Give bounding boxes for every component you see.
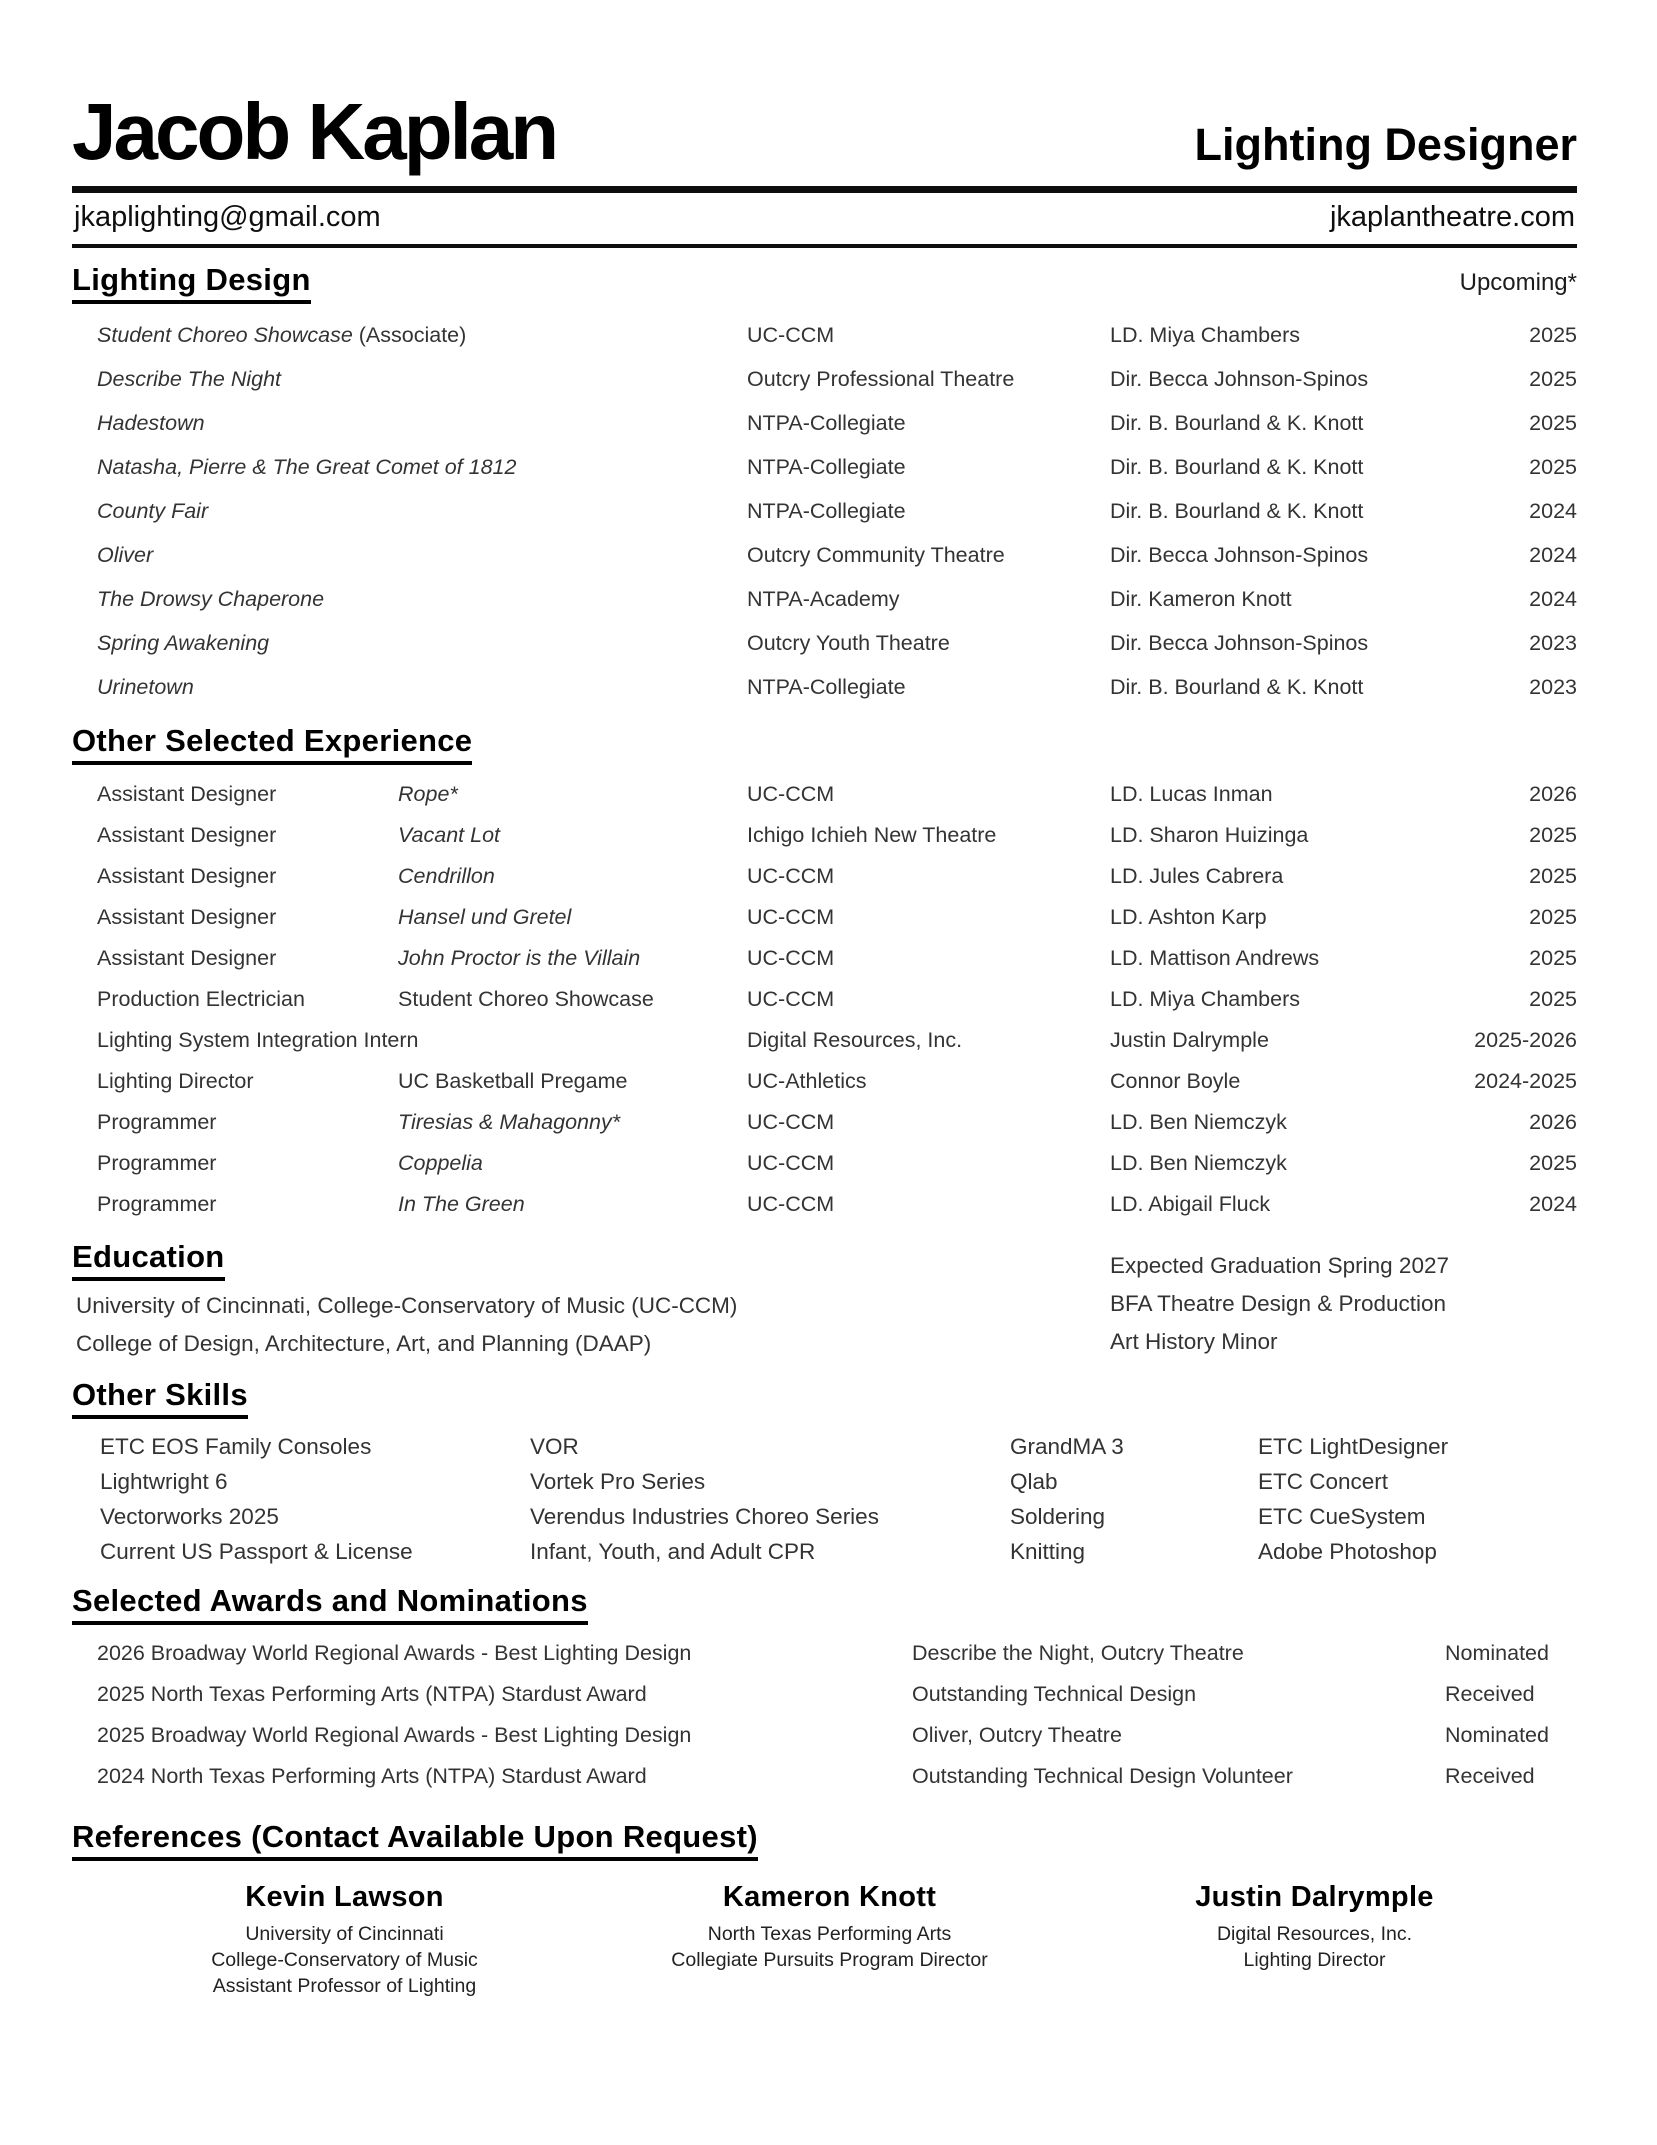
role: Lighting Director (97, 1069, 254, 1093)
role: Lighting System Integration Intern (97, 1028, 419, 1052)
table-row (97, 577, 1577, 621)
skill-item: Soldering (1010, 1504, 1106, 1529)
lighting-design-table (97, 313, 1577, 709)
header (72, 87, 1577, 176)
show-title-cell (97, 631, 747, 656)
supervisor: LD. Ashton Karp (1110, 905, 1267, 929)
skill-item: Verendus Industries Choreo Series (530, 1504, 879, 1529)
section-heading-education: Education (72, 1239, 225, 1281)
show-title: Spring Awakening (97, 630, 270, 655)
show-title: Hadestown (97, 410, 205, 435)
show-title-cell (97, 587, 747, 612)
venue: UC-Athletics (747, 1069, 867, 1093)
table-row (97, 1061, 1577, 1102)
venue: NTPA-Collegiate (747, 454, 906, 479)
venue: UC-CCM (747, 1151, 835, 1175)
reference-detail: Assistant Professor of Lighting (212, 1975, 477, 1997)
skill-item: ETC Concert (1258, 1469, 1389, 1494)
reference-card (1072, 1881, 1557, 1999)
year: 2024 (1529, 1192, 1577, 1216)
section-heading-awards: Selected Awards and Nominations (72, 1583, 588, 1625)
skill-item: Infant, Youth, and Adult CPR (530, 1539, 816, 1564)
director: Dir. B. Bourland & K. Knott (1110, 454, 1364, 479)
director: Dir. B. Bourland & K. Knott (1110, 674, 1364, 699)
skill-item: Knitting (1010, 1539, 1086, 1564)
year: 2024 (1529, 498, 1577, 523)
role: Assistant Designer (97, 782, 277, 806)
skills-column (1010, 1429, 1258, 1569)
reference-detail: College-Conservatory of Music (211, 1949, 478, 1971)
skill-item: Vortek Pro Series (530, 1469, 706, 1494)
award-production: Outstanding Technical Design Volunteer (912, 1764, 1293, 1788)
school-line: University of Cincinnati, College-Conservatory of Music (UC-CCM) (76, 1293, 738, 1318)
supervisor: LD. Ben Niemczyk (1110, 1151, 1287, 1175)
graduation-note: Expected Graduation Spring 2027 (1110, 1253, 1449, 1278)
supervisor: LD. Lucas Inman (1110, 782, 1273, 806)
show-title: County Fair (97, 498, 209, 523)
role: Assistant Designer (97, 905, 277, 929)
show-title: Describe The Night (97, 366, 282, 391)
venue: Outcry Youth Theatre (747, 630, 950, 655)
skill-item: ETC CueSystem (1258, 1504, 1426, 1529)
reference-detail: Digital Resources, Inc. (1216, 1923, 1413, 1945)
show-title-cell (97, 411, 747, 436)
award-row (97, 1674, 1577, 1715)
skill-item: ETC LightDesigner (1258, 1434, 1449, 1459)
award-production: Outstanding Technical Design (912, 1682, 1197, 1706)
skill-item: Lightwright 6 (100, 1469, 228, 1494)
show-title: Coppelia (398, 1151, 483, 1175)
year: 2025 (1529, 366, 1577, 391)
venue: UC-CCM (747, 1110, 835, 1134)
email-text: jkaplighting@gmail.com (74, 201, 381, 233)
role: Programmer (97, 1151, 217, 1175)
show-title-cell (97, 543, 747, 568)
supervisor: Connor Boyle (1110, 1069, 1241, 1093)
award-row (97, 1715, 1577, 1756)
award-status: Received (1445, 1682, 1535, 1706)
venue: Outcry Professional Theatre (747, 366, 1015, 391)
award-name: 2025 Broadway World Regional Awards - Best Lighting Design (97, 1723, 692, 1747)
supervisor: LD. Jules Cabrera (1110, 864, 1284, 888)
year: 2024 (1529, 542, 1577, 567)
supervisor: LD. Mattison Andrews (1110, 946, 1320, 970)
venue: NTPA-Collegiate (747, 674, 906, 699)
education-degrees (1110, 1247, 1449, 1361)
director: Dir. Becca Johnson-Spinos (1110, 542, 1369, 567)
skill-item: ETC EOS Family Consoles (100, 1434, 372, 1459)
section-heading-other-experience: Other Selected Experience (72, 723, 472, 765)
skill-item: Vectorworks 2025 (100, 1504, 279, 1529)
show-title: Rope* (398, 782, 458, 806)
upcoming-note: Upcoming* (1459, 269, 1577, 296)
year: 2024 (1529, 586, 1577, 611)
table-row (97, 1143, 1577, 1184)
year: 2026 (1529, 782, 1577, 806)
show-title: Oliver (97, 542, 154, 567)
year: 2025 (1529, 905, 1577, 929)
divider-thin (72, 244, 1577, 248)
skill-item: GrandMA 3 (1010, 1434, 1124, 1459)
awards-heading-row (72, 1583, 1577, 1625)
skill-item: Adobe Photoshop (1258, 1539, 1437, 1564)
references-columns (102, 1881, 1577, 1999)
skills-column (100, 1429, 530, 1569)
venue: UC-CCM (747, 987, 835, 1011)
role: Assistant Designer (97, 864, 277, 888)
table-row (97, 979, 1577, 1020)
award-name: 2025 North Texas Performing Arts (NTPA) Stardust Award (97, 1682, 647, 1706)
award-name: 2026 Broadway World Regional Awards - Best Lighting Design (97, 1641, 692, 1665)
reference-name: Kameron Knott (722, 1881, 937, 1913)
education-section (72, 1239, 1577, 1363)
skills-columns (100, 1429, 1577, 1569)
table-row (97, 401, 1577, 445)
website-text: jkaplantheatre.com (1329, 201, 1575, 233)
table-row (97, 815, 1577, 856)
show-title: Cendrillon (398, 864, 495, 888)
venue: NTPA-Collegiate (747, 410, 906, 435)
supervisor: LD. Miya Chambers (1110, 987, 1300, 1011)
reference-card (102, 1881, 587, 1999)
references-heading-row (72, 1819, 1577, 1861)
venue: UC-CCM (747, 1192, 835, 1216)
table-row (97, 533, 1577, 577)
skill-item: Qlab (1010, 1469, 1058, 1494)
show-title: Vacant Lot (398, 823, 500, 847)
table-row (97, 445, 1577, 489)
year: 2023 (1529, 674, 1577, 699)
venue: UC-CCM (747, 782, 835, 806)
divider-thick (72, 186, 1577, 193)
show-title-cell (97, 367, 747, 392)
table-row (97, 1184, 1577, 1225)
contact-row (72, 193, 1577, 244)
show-title: Natasha, Pierre & The Great Comet of 1812 (97, 454, 517, 479)
year: 2025 (1529, 410, 1577, 435)
role: Assistant Designer (97, 946, 277, 970)
reference-card (587, 1881, 1072, 1999)
skills-column (1258, 1429, 1577, 1569)
role: Programmer (97, 1110, 217, 1134)
year: 2025 (1529, 823, 1577, 847)
reference-detail: North Texas Performing Arts (707, 1923, 952, 1945)
award-row (97, 1756, 1577, 1797)
venue: UC-CCM (747, 864, 835, 888)
venue: UC-CCM (747, 946, 835, 970)
director: Dir. Becca Johnson-Spinos (1110, 366, 1369, 391)
role: Production Electrician (97, 987, 305, 1011)
venue: Outcry Community Theatre (747, 542, 1005, 567)
show-title-cell (97, 455, 747, 480)
award-status: Nominated (1445, 1723, 1549, 1747)
venue: NTPA-Collegiate (747, 498, 906, 523)
table-row (97, 313, 1577, 357)
director: Dir. B. Bourland & K. Knott (1110, 498, 1364, 523)
table-row (97, 489, 1577, 533)
award-status: Nominated (1445, 1641, 1549, 1665)
year: 2026 (1529, 1110, 1577, 1134)
year: 2025 (1529, 1151, 1577, 1175)
supervisor: Justin Dalrymple (1110, 1028, 1269, 1052)
table-row (97, 1020, 1577, 1061)
award-name: 2024 North Texas Performing Arts (NTPA) Stardust Award (97, 1764, 647, 1788)
job-title: Lighting Designer (1194, 118, 1577, 170)
lighting-design-heading-row (72, 262, 1577, 304)
director: LD. Miya Chambers (1110, 322, 1300, 347)
section-heading-references: References (Contact Available Upon Request) (72, 1819, 758, 1861)
table-row (97, 621, 1577, 665)
person-name: Jacob Kaplan (72, 87, 557, 176)
year: 2024-2025 (1474, 1069, 1577, 1093)
table-row (97, 665, 1577, 709)
school-line: College of Design, Architecture, Art, and Planning (DAAP) (76, 1331, 652, 1356)
director: Dir. Becca Johnson-Spinos (1110, 630, 1369, 655)
supervisor: LD. Sharon Huizinga (1110, 823, 1309, 847)
role: Programmer (97, 1192, 217, 1216)
show-title: Urinetown (97, 674, 194, 699)
awards-table (97, 1633, 1577, 1797)
table-row (97, 897, 1577, 938)
award-production: Oliver, Outcry Theatre (912, 1723, 1122, 1747)
year: 2025-2026 (1474, 1028, 1577, 1052)
year: 2025 (1529, 322, 1577, 347)
venue: UC-CCM (747, 322, 835, 347)
degree-line: BFA Theatre Design & Production (1110, 1291, 1447, 1316)
supervisor: LD. Abigail Fluck (1110, 1192, 1271, 1216)
show-title-cell (97, 323, 747, 348)
year: 2025 (1529, 987, 1577, 1011)
supervisor: LD. Ben Niemczyk (1110, 1110, 1287, 1134)
reference-detail: University of Cincinnati (245, 1923, 444, 1945)
section-heading-skills: Other Skills (72, 1377, 248, 1419)
venue: Ichigo Ichieh New Theatre (747, 823, 997, 847)
skills-heading-row (72, 1377, 1577, 1419)
show-title: John Proctor is the Villain (398, 946, 641, 970)
show-title: In The Green (398, 1192, 525, 1216)
director: Dir. B. Bourland & K. Knott (1110, 410, 1364, 435)
other-experience-heading-row (72, 723, 1577, 765)
show-title: Student Choreo Showcase (97, 322, 353, 347)
year: 2025 (1529, 454, 1577, 479)
year: 2025 (1529, 946, 1577, 970)
show-title: Tiresias & Mahagonny* (398, 1110, 621, 1134)
year: 2023 (1529, 630, 1577, 655)
other-experience-table (97, 774, 1577, 1225)
venue: NTPA-Academy (747, 586, 900, 611)
section-heading-lighting-design: Lighting Design (72, 262, 311, 304)
venue: Digital Resources, Inc. (747, 1028, 963, 1052)
reference-detail: Collegiate Pursuits Program Director (671, 1949, 988, 1971)
venue: UC-CCM (747, 905, 835, 929)
reference-name: Justin Dalrymple (1195, 1881, 1434, 1913)
reference-detail: Lighting Director (1243, 1949, 1386, 1971)
show-title-cell (97, 499, 747, 524)
skill-item: Current US Passport & License (100, 1539, 413, 1564)
award-production: Describe the Night, Outcry Theatre (912, 1641, 1244, 1665)
table-row (97, 856, 1577, 897)
skills-column (530, 1429, 1010, 1569)
show-title: Hansel und Gretel (398, 905, 572, 929)
reference-name: Kevin Lawson (245, 1881, 444, 1913)
show-title: The Drowsy Chaperone (97, 586, 325, 611)
table-row (97, 357, 1577, 401)
skill-item: VOR (530, 1434, 579, 1459)
table-row (97, 1102, 1577, 1143)
show-title-suffix: (Associate) (352, 322, 467, 347)
degree-line: Art History Minor (1110, 1329, 1278, 1354)
director: Dir. Kameron Knott (1110, 586, 1292, 611)
show-title: Student Choreo Showcase (398, 987, 654, 1011)
show-title-cell (97, 675, 747, 700)
table-row (97, 938, 1577, 979)
award-status: Received (1445, 1764, 1535, 1788)
role: Assistant Designer (97, 823, 277, 847)
year: 2025 (1529, 864, 1577, 888)
table-row (97, 774, 1577, 815)
award-row (97, 1633, 1577, 1674)
show-title: UC Basketball Pregame (398, 1069, 628, 1093)
